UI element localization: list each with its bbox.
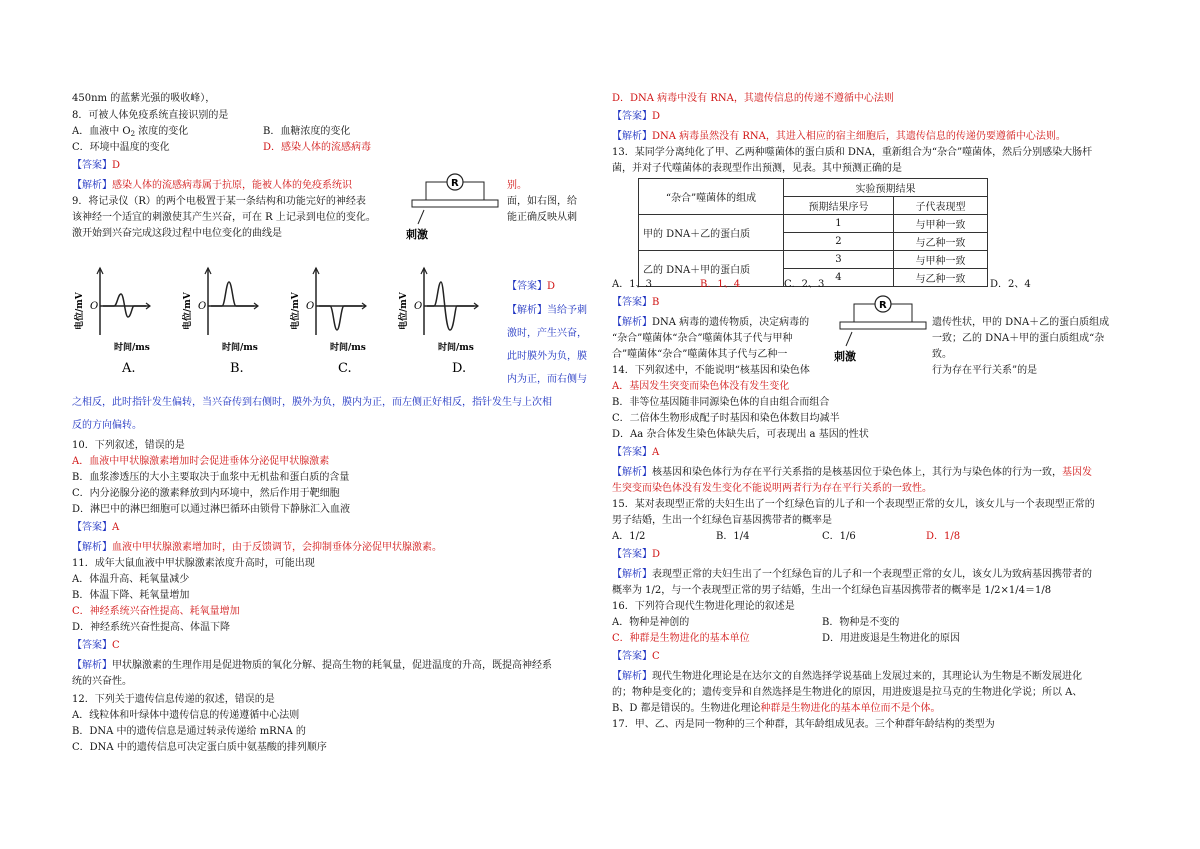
question-17-stem: 17．甲、乙、丙是同一物种的三个种群，其年龄组成见表。三个种群年龄结构的类型为	[612, 719, 995, 730]
graph-c-label: C.	[338, 361, 352, 376]
q10-option-d: D．淋巴中的淋巴细胞可以通过淋巴循环由锁骨下静脉汇入血液	[72, 504, 351, 515]
q15-option-b: B．1/4	[716, 531, 750, 542]
question-14-stem: 14．下列叙述中，不能说明“核基因和染色体	[612, 365, 810, 376]
question-15-stem: 15．某对表现型正常的夫妇生出了一个红绿色盲的儿子和一个表现型正常的女儿，该女儿与一个表现型正常的	[612, 499, 1095, 510]
q12-option-b: B．DNA 中的遗传信息是通过转录传递给 mRNA 的	[72, 726, 306, 737]
graph-d-label: D.	[452, 361, 467, 376]
q9-answer: 【答案】D	[507, 281, 556, 292]
table-cell-group-2: 乙的 DNA＋甲的蛋白质	[639, 251, 784, 287]
q10-answer: 【答案】A	[72, 522, 120, 533]
q11-option-a: A．体温升高、耗氧量减少	[72, 574, 190, 585]
q8-option-d: D．感染人体的流感病毒	[263, 142, 372, 153]
stimulus-label: 刺激	[834, 350, 856, 363]
q16-explanation-3: B、D 都是错误的。生物进化理论种群是生物进化的基本单位而不是个体。	[612, 703, 941, 714]
graph-a-label: A.	[122, 361, 136, 376]
q13-explanation-2: “杂合”噬菌体“杂合”噬菌体其子代与甲种	[612, 333, 793, 344]
q11-option-d: D．神经系统兴奋性提高、体温下降	[72, 622, 231, 633]
table-cell-group-1: 甲的 DNA＋乙的蛋白质	[639, 215, 784, 251]
origin-label-a: O	[90, 301, 99, 312]
q13-explanation-3: 合”噬菌体“杂合”噬菌体其子代与乙种一	[612, 349, 788, 360]
q11-option-b: B．体温下降、耗氧量增加	[72, 590, 190, 601]
stimulus-label: 刺激	[406, 228, 428, 241]
q8-option-c: C．环境中温度的变化	[72, 142, 170, 153]
q13-option-b: B．1、4	[700, 279, 741, 290]
r-label: R	[451, 178, 459, 189]
y-axis-label-b: 电位/mV	[183, 292, 193, 330]
q11-answer: 【答案】C	[72, 640, 120, 651]
table-header-type: 子代表现型	[893, 197, 987, 215]
q14-option-c: C．二倍体生物形成配子时基因和染色体数目均减半	[612, 413, 840, 424]
q8-answer: 【答案】D	[72, 160, 121, 171]
q9-explanation-r2: 激时，产生兴奋，	[507, 328, 587, 339]
y-axis-label-c: 电位/mV	[291, 292, 301, 330]
q9-stem-2-tail: 能正确反映从刺	[507, 212, 577, 223]
table-cell-type: 与乙种一致	[893, 233, 987, 251]
q11-explanation: 【解析】甲状腺激素的生理作用是促进物质的氧化分解、提高生物的耗氧量，促进温度的升高，既提高神经系	[72, 660, 552, 671]
q9-explanation-r4: 内为正，而右侧与	[507, 374, 587, 385]
q8-option-a: A．血液中 $O_2$ 浓度的变化	[72, 126, 189, 138]
question-11-stem: 11．成年大鼠血液中甲状腺激素浓度升高时，可能出现	[72, 558, 315, 569]
table-header-expected: 实验预期结果	[784, 179, 988, 197]
q11-explanation-2: 统的兴奋性。	[72, 676, 132, 687]
q9-explanation-r3: 此时膜外为负，膜	[507, 351, 587, 362]
table-cell-type: 与甲种一致	[893, 251, 987, 269]
q15-option-a: A．1/2	[612, 531, 646, 542]
table-cell-type: 与甲种一致	[893, 215, 987, 233]
q16-explanation: 【解析】现代生物进化理论是在达尔文的自然选择学说基础上发展过来的，其理论认为生物是不断发展进化	[612, 671, 1082, 682]
r-label: R	[879, 300, 887, 311]
y-axis-label-a: 电位/mV	[75, 292, 85, 330]
q13-option-d: D．2、4	[990, 279, 1031, 290]
x-axis-label-d: 时间/ms	[438, 343, 474, 353]
q13-stem-2: 菌，并对子代噬菌体的表现型作出预测，见表。其中预测正确的是	[612, 163, 902, 174]
q14-option-d: D．Aa 杂合体发生染色体缺失后，可表现出 a 基因的性状	[612, 429, 869, 440]
q14-explanation: 【解析】核基因和染色体行为存在平行关系指的是核基因位于染色体上，其行为与染色体的行为一致，基因发	[612, 467, 1092, 478]
q15-option-c: C．1/6	[822, 531, 856, 542]
q12-option-a: A．线粒体和叶绿体中遗传信息的传递遵循中心法则	[72, 710, 300, 721]
q16-option-a: A．物种是神创的	[612, 617, 690, 628]
q13-option-c: C．2、3	[784, 279, 825, 290]
y-axis-label-d: 电位/mV	[399, 292, 409, 330]
q16-option-d: D．用进废退是生物进化的原因	[822, 633, 961, 644]
q14-answer: 【答案】A	[612, 447, 660, 458]
x-axis-label-c: 时间/ms	[330, 343, 366, 353]
x-axis-label-b: 时间/ms	[222, 343, 258, 353]
q16-option-b: B．物种是不变的	[822, 617, 900, 628]
q15-explanation-2: 概率为 1/2，与一个表现型正常的男子结婚，生出一个红绿色盲基因携带者的概率是 1/2×1/4＝1/8	[612, 585, 1052, 596]
q15-answer: 【答案】D	[612, 549, 661, 560]
q14-stem-tail: 行为存在平行关系”的是	[932, 365, 1038, 376]
q16-answer: 【答案】C	[612, 651, 660, 662]
table-cell-no: 4	[784, 269, 894, 287]
q10-option-b: B．血浆渗透压的大小主要取决于血浆中无机盐和蛋白质的含量	[72, 472, 350, 483]
origin-label-d: O	[414, 301, 423, 312]
electrode-diagram-right	[832, 292, 932, 364]
q8-explanation-tail: 别。	[507, 180, 527, 191]
question-10-stem: 10．下列叙述，错误的是	[72, 440, 185, 451]
question-8-stem: 8．可被人体免疫系统直接识别的是	[72, 110, 229, 121]
q13-explanation: 【解析】DNA 病毒的遗传物质，决定病毒的	[612, 317, 810, 328]
question-9-stem: 9．将记录仪（R）的两个电极置于某一条结构和功能完好的神经表	[72, 196, 366, 207]
q13-explanation-3-tail: 致。	[932, 349, 952, 360]
q9-explanation: 【解析】当给予刺	[507, 305, 587, 316]
q9-explanation-l2: 反的方向偏转。	[72, 420, 142, 431]
table-cell-no: 1	[784, 215, 894, 233]
q16-option-c: C．种群是生物进化的基本单位	[612, 633, 750, 644]
origin-label-c: O	[306, 301, 315, 312]
question-16-stem: 16．下列符合现代生物进化理论的叙述是	[612, 601, 795, 612]
q9-stem-3: 激开始到兴奋完成这段过程中电位变化的曲线是	[72, 228, 282, 239]
q9-stem-2: 该神经一个适宜的刺激使其产生兴奋，可在 R 上记录到电位的变化。	[72, 212, 376, 223]
q13-table	[638, 178, 988, 287]
q13-option-a: A．1、3	[612, 279, 652, 290]
table-cell-type: 与乙种一致	[893, 269, 987, 287]
q10-option-c: C．内分泌腺分泌的激素释放到内环境中，然后作用于靶细胞	[72, 488, 340, 499]
question-12-stem: 12．下列关于遗传信息传递的叙述，错误的是	[72, 694, 275, 705]
graph-b-label: B.	[230, 361, 244, 376]
q8-explanation: 【解析】感染人体的流感病毒属于抗原，能被人体的免疫系统识	[72, 180, 352, 191]
q12-option-d: D．DNA 病毒中没有 RNA，其遗传信息的传递不遵循中心法则	[612, 93, 894, 104]
q14-option-b: B．非等位基因随非同源染色体的自由组合而组合	[612, 397, 830, 408]
text-line: 450nm 的蓝紫光强的吸收峰），	[72, 93, 216, 104]
q9-explanation-l1: 之相反，此时指针发生偏转，当兴奋传到右侧时，膜外为负，膜内为正，而左侧正好相反，指针发生与上次相	[72, 397, 552, 408]
table-header-no: 预期结果序号	[784, 197, 894, 215]
q16-explanation-2: 的；物种是变化的；遗传变异和自然选择是生物进化的原因，用进废退是拉马克的生物进化学说；所以 A、	[612, 687, 1083, 698]
q14-explanation-2: 生突变而染色体没有发生变化不能说明两者行为存在平行关系的一致性。	[612, 483, 932, 494]
q15-explanation: 【解析】表现型正常的夫妇生出了一个红绿色盲的儿子和一个表现型正常的女儿，该女儿为致病基因携带者的	[612, 569, 1092, 580]
q15-option-d: D．1/8	[926, 531, 961, 542]
table-cell-no: 2	[784, 233, 894, 251]
q11-option-c: C．神经系统兴奋性提高、耗氧量增加	[72, 606, 240, 617]
q15-stem-2: 男子结婚，生出一个红绿色盲基因携带者的概率是	[612, 515, 832, 526]
q9-stem-tail: 面，如右图，给	[507, 196, 577, 207]
electrode-diagram	[404, 170, 504, 242]
q8-option-b: B．血糖浓度的变化	[263, 126, 351, 137]
table-cell-no: 3	[784, 251, 894, 269]
x-axis-label-a: 时间/ms	[114, 343, 150, 353]
q12-answer: 【答案】D	[612, 111, 661, 122]
origin-label-b: O	[198, 301, 207, 312]
q13-explanation-2-tail: 一致；乙的 DNA＋甲的蛋白质组成“杂	[932, 333, 1105, 344]
q12-option-c: C．DNA 中的遗传信息可决定蛋白质中氨基酸的排列顺序	[72, 742, 327, 753]
table-header-group: “杂合”噬菌体的组成	[639, 179, 784, 215]
q13-answer: 【答案】B	[612, 297, 660, 308]
potential-graphs	[70, 260, 500, 380]
q13-explanation-tail: 遗传性状，甲的 DNA＋乙的蛋白质组成	[932, 317, 1110, 328]
question-13-stem: 13．某同学分离纯化了甲、乙两种噬菌体的蛋白质和 DNA，重新组合为“杂合”噬菌体，然后分别感染大肠杆	[612, 147, 1093, 158]
q12-explanation: 【解析】DNA 病毒虽然没有 RNA，其进入相应的宿主细胞后，其遗传信息的传递仍要遵循中心法则。	[612, 131, 1066, 142]
q14-option-a: A．基因发生突变而染色体没有发生变化	[612, 381, 790, 392]
q10-explanation: 【解析】血液中甲状腺激素增加时，由于反馈调节，会抑制垂体分泌促甲状腺激素。	[72, 542, 442, 553]
q10-option-a: A．血液中甲状腺激素增加时会促进垂体分泌促甲状腺激素	[72, 456, 330, 467]
